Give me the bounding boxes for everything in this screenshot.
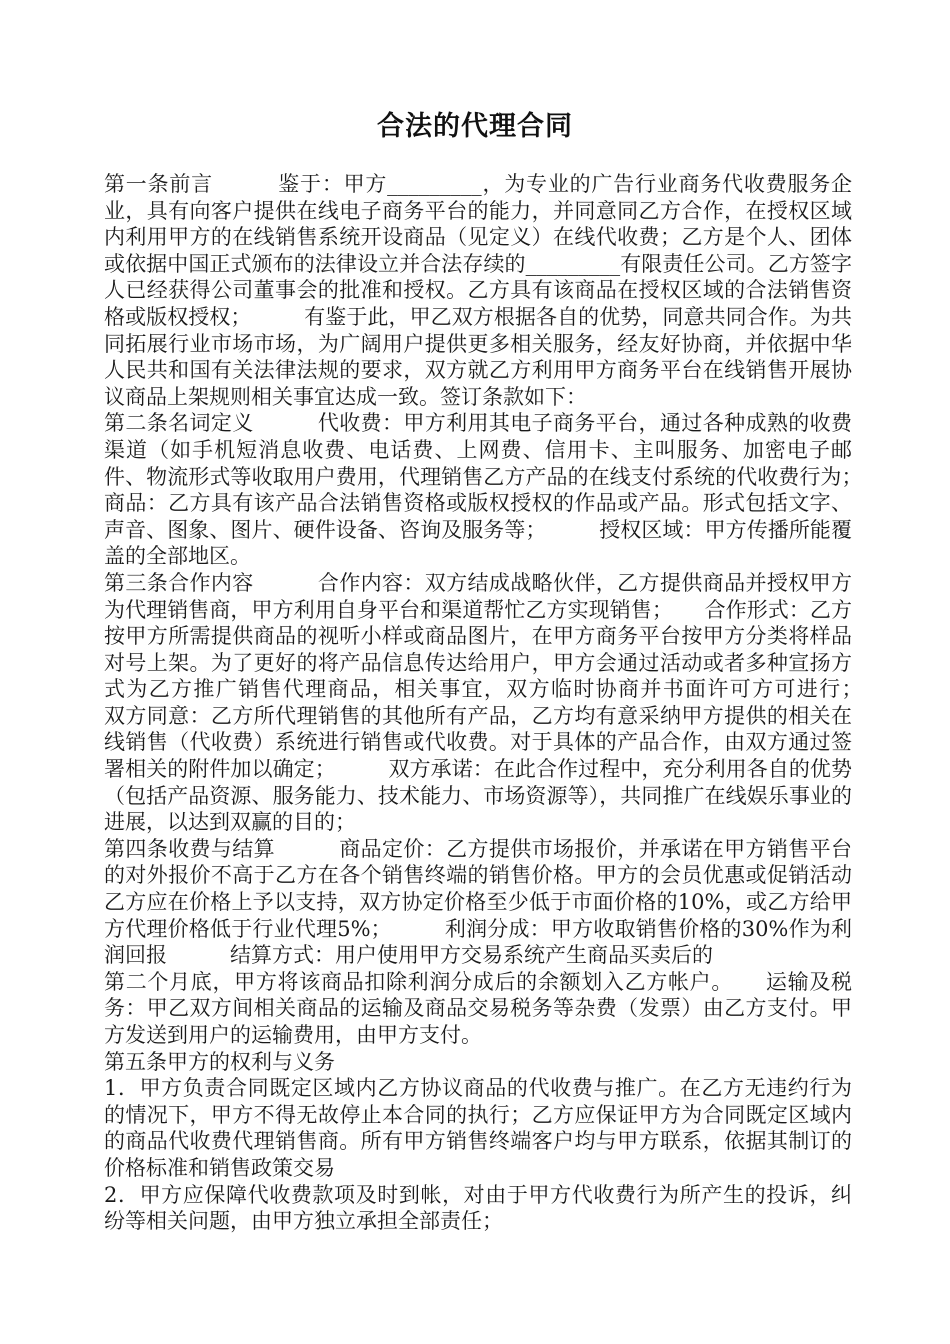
article-5-clause-2: 2．甲方应保障代收费款项及时到帐，对由于甲方代收费行为所产生的投诉，纠纷等相关问题，由甲方独立承担全部责任； bbox=[104, 1182, 852, 1234]
article-5-heading: 第五条甲方的权利与义务 bbox=[104, 1049, 335, 1074]
article-5-clause-1: 1．甲方负责合同既定区域内乙方协议商品的代收费与推广。在乙方无违约行为的情况下，甲方不得无故停止本合同的执行；乙方应保证甲方为合同既定区域内的商品代收费代理销售商。所有甲方销售终端客户均与甲方联系，依据其制订的价格标准和销售政策交易 bbox=[104, 1076, 852, 1180]
document-body bbox=[104, 171, 915, 1235]
article-2-definitions: 第二条名词定义 代收费：甲方利用其电子商务平台，通过各种成熟的收费渠道（如手机短消息收费、电话费、上网费、信用卡、主叫服务、加密电子邮件、物流形式等收取用户费用，代理销售乙方产品的在线支付系统的代收费行为； 商品：乙方具有该产品合法销售资格或版权授权的作品或产品。形式包括文字、声音、图象、图片、硬件设备、咨询及服务等； 授权区域：甲方传播所能覆盖的全部地区。 bbox=[104, 411, 915, 569]
article-1-preamble: 第一条前言 鉴于：甲方_________，为专业的广告行业商务代收费服务企业，具有向客户提供在线电子商务平台的能力，并同意同乙方合作，在授权区域内利用甲方的在线销售系统开设商品（见定义）在线代收费；乙方是个人、团体或依据中国正式颁布的法律设立并合法存续的_________有限责任公司。乙方签字人已经获得公司董事会的批准和授权。乙方具有该商品在授权区域的合法销售资格或版权授权； 有鉴于此，甲乙双方根据各自的优势，同意共同合作。为共同拓展行业市场市场，为广阔用户提供更多相关服务，经友好协商，并依据中华人民共和国有关法律法规的要求，双方就乙方利用甲方商务平台在线销售开展协议商品上架规则相关事宜达成一致。签订条款如下： bbox=[104, 172, 852, 409]
article-3-cooperation: 第三条合作内容 合作内容：双方结成战略伙伴，乙方提供商品并授权甲方为代理销售商，甲方利用自身平台和渠道帮忙乙方实现销售； 合作形式：乙方按甲方所需提供商品的视听小样或商品图片，在甲方商务平台按甲方分类将样品对号上架。为了更好的将产品信息传达给用户，甲方会通过活动或者多种宣扬方式为乙方推广销售代理商品，相关事宜，双方临时协商并书面许可方可进行； 双方同意：乙方所代理销售的其他所有产品，乙方均有意采纳甲方提供的相关在线销售（代收费）系统进行销售或代收费。对于具体的产品合作，由双方通过签署相关的附件加以确定； 双方承诺：在此合作过程中，充分利用各自的优势（包括产品资源、服务能力、技术能力、市场资源等），共同推广在线娱乐事业的进展，以达到双赢的目的； bbox=[104, 570, 915, 835]
article-4-fees-settlement: 第四条收费与结算 商品定价：乙方提供市场报价，并承诺在甲方销售平台的对外报价不高于乙方在各个销售终端的销售价格。甲方的会员优惠或促销活动乙方应在价格上予以支持，双方协定价格至少低于市面价格的10%，或乙方给甲方代理价格低于行业代理5%； 利润分成：甲方收取销售价格的30%作为利润回报 结算方式：用户使用甲方交易系统产生商品买卖后的 bbox=[104, 836, 852, 968]
document-title: 合法的代理合同 bbox=[377, 111, 573, 142]
article-4-continuation: 第二个月底，甲方将该商品扣除利润分成后的余额划入乙方帐户。 运输及税务：甲乙双方间相关商品的运输及商品交易税务等杂费（发票）由乙方支付。甲方发送到用户的运输费用，由甲方支付。 bbox=[104, 969, 852, 1047]
